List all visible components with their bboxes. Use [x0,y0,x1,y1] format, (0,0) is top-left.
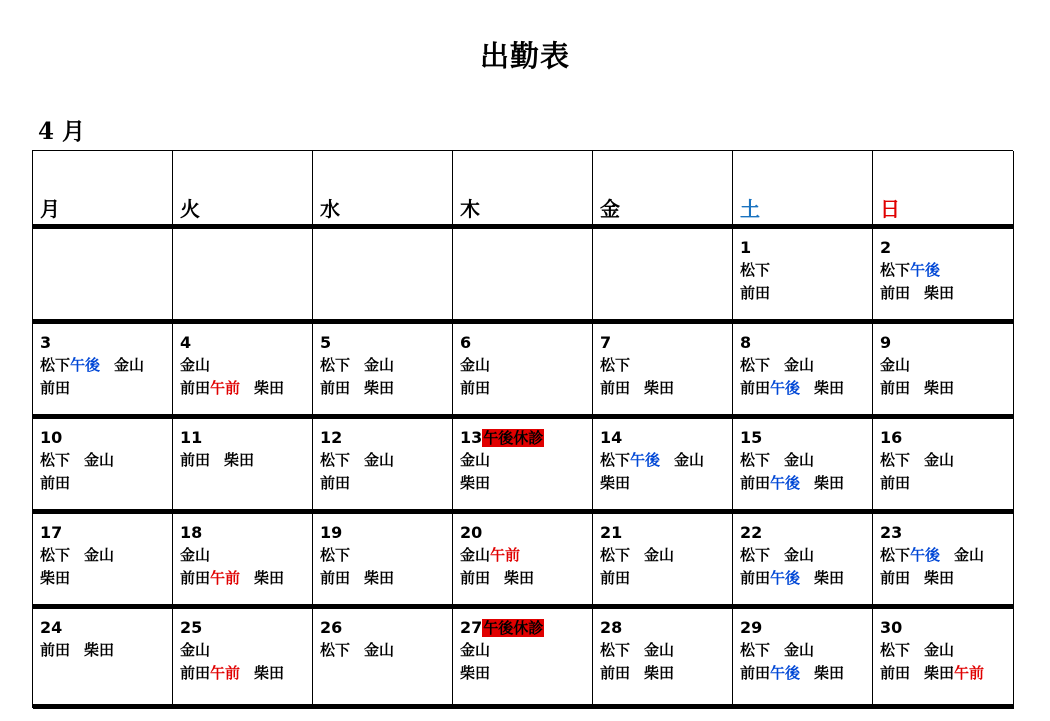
day-number: 4 [180,333,192,352]
staff-name: 柴田 [644,664,675,682]
day-number: 23 [880,523,903,542]
staff-line [460,472,592,495]
staff-line [180,567,312,590]
staff-name: 前田 [320,569,351,587]
staff-name: 柴田 [814,474,845,492]
staff-name: 松下 [320,641,351,659]
staff-name: 松下 [600,356,631,374]
calendar-cell-day-8 [733,324,873,419]
day-number: 18 [180,523,203,542]
staff-line [460,662,592,685]
staff-name: 金山 [644,546,675,564]
staff-name: 柴田 [40,569,71,587]
day-number: 28 [600,618,623,637]
day-header-line [880,426,1013,449]
day-header-line [180,331,312,354]
day-header-line [460,616,592,639]
day-number: 20 [460,523,483,542]
month-label: 4 月 [38,118,86,145]
calendar-cell-day-7 [593,324,733,419]
staff-name: 金山 [784,356,815,374]
staff-line [740,282,872,305]
staff-name: 前田 [880,474,911,492]
staff-name: 松下 [600,546,631,564]
staff-name: 柴田 [644,379,675,397]
staff-name: 柴田 [364,569,395,587]
staff-name: 前田 [880,379,911,397]
staff-line [740,259,872,282]
calendar-cell-day-30 [873,609,1014,709]
weekday-header-thu: 木 [453,151,593,229]
staff-name: 松下 [320,451,351,469]
day-header-line [880,616,1013,639]
page-title: 出勤表 [479,39,570,73]
staff-line [880,662,1013,685]
staff-name: 柴田 [814,664,845,682]
staff-line [740,544,872,567]
staff-line [460,449,592,472]
calendar-cell-day-15 [733,419,873,514]
day-header-line [320,331,452,354]
calendar-cell-empty [593,229,733,324]
day-number: 1 [740,238,752,257]
staff-name: 前田 [740,664,771,682]
staff-name: 前田 [460,569,491,587]
staff-line [600,377,732,400]
am-only-marker: 午前 [954,664,985,682]
staff-name: 前田 [740,284,771,302]
calendar-cell-day-10 [33,419,173,514]
staff-line [600,567,732,590]
day-number: 3 [40,333,52,352]
pm-only-marker: 午後 [770,569,801,587]
day-number: 26 [320,618,343,637]
staff-line [180,662,312,685]
calendar-cell-day-24 [33,609,173,709]
staff-name: 柴田 [224,451,255,469]
day-number: 24 [40,618,63,637]
staff-line [320,567,452,590]
calendar-cell-day-4 [173,324,313,419]
staff-line [320,544,452,567]
staff-line [180,377,312,400]
day-header-line [740,521,872,544]
pm-only-marker: 午後 [910,261,941,279]
day-header-line [600,426,732,449]
calendar-cell-day-13 [453,419,593,514]
staff-line [320,472,452,495]
day-header-line [320,521,452,544]
staff-name: 前田 [180,664,211,682]
staff-name: 柴田 [84,641,115,659]
staff-line [460,544,592,567]
calendar-cell-day-20 [453,514,593,609]
staff-name: 柴田 [364,379,395,397]
staff-line [460,639,592,662]
staff-name: 金山 [114,356,145,374]
weekday-header-sun: 日 [873,151,1014,229]
calendar-cell-day-26 [313,609,453,709]
staff-name: 前田 [180,451,211,469]
day-number: 19 [320,523,343,542]
day-header-line [880,236,1013,259]
calendar-cell-day-9 [873,324,1014,419]
weekday-header-sat: 土 [733,151,873,229]
staff-line [600,472,732,495]
staff-name: 前田 [740,569,771,587]
staff-line [740,472,872,495]
staff-name: 前田 [180,379,211,397]
staff-line [600,449,732,472]
day-header-line [600,521,732,544]
calendar-cell-day-2 [873,229,1014,324]
staff-line [180,449,312,472]
staff-name: 柴田 [504,569,535,587]
staff-name: 前田 [320,379,351,397]
staff-name: 松下 [880,641,911,659]
staff-name: 金山 [674,451,705,469]
staff-name: 前田 [600,379,631,397]
staff-line [880,544,1013,567]
staff-name: 金山 [460,641,491,659]
staff-name: 柴田 [460,474,491,492]
day-number: 27 [460,618,483,637]
staff-name: 松下 [40,356,71,374]
day-number: 12 [320,428,343,447]
day-header-line [40,616,172,639]
staff-line [880,567,1013,590]
staff-name: 前田 [40,641,71,659]
calendar-cell-day-29 [733,609,873,709]
staff-line [180,639,312,662]
calendar-cell-day-5 [313,324,453,419]
staff-name: 松下 [40,546,71,564]
calendar-cell-empty [313,229,453,324]
day-number: 22 [740,523,763,542]
staff-line [320,449,452,472]
day-number: 11 [180,428,203,447]
day-number: 2 [880,238,892,257]
staff-name: 金山 [84,451,115,469]
calendar-cell-day-11 [173,419,313,514]
calendar-cell-day-6 [453,324,593,419]
staff-line [740,567,872,590]
staff-name: 柴田 [924,664,955,682]
staff-name: 柴田 [924,379,955,397]
staff-line [40,449,172,472]
staff-name: 前田 [320,474,351,492]
staff-name: 柴田 [460,664,491,682]
staff-name: 前田 [180,569,211,587]
day-number: 6 [460,333,472,352]
day-number: 25 [180,618,203,637]
staff-name: 松下 [320,356,351,374]
staff-line [40,567,172,590]
day-number: 7 [600,333,612,352]
staff-name: 前田 [40,379,71,397]
staff-line [740,639,872,662]
staff-line [40,377,172,400]
calendar-cell-day-16 [873,419,1014,514]
weekday-header-fri: 金 [593,151,733,229]
staff-name: 金山 [880,356,911,374]
day-header-line [180,616,312,639]
staff-name: 金山 [784,641,815,659]
staff-line [740,449,872,472]
staff-name: 柴田 [924,284,955,302]
staff-name: 松下 [880,451,911,469]
staff-name: 金山 [954,546,985,564]
staff-name: 柴田 [254,664,285,682]
staff-name: 松下 [600,451,631,469]
staff-name: 金山 [460,451,491,469]
day-header-line [320,426,452,449]
calendar-cell-day-1 [733,229,873,324]
am-only-marker: 午前 [490,546,521,564]
staff-line [460,354,592,377]
calendar-cell-day-3 [33,324,173,419]
pm-only-marker: 午後 [630,451,661,469]
day-number: 13 [460,428,483,447]
staff-name: 金山 [180,641,211,659]
staff-name: 松下 [740,261,771,279]
day-header-line [460,521,592,544]
staff-name: 前田 [740,379,771,397]
day-header-line [740,236,872,259]
day-header-line [40,331,172,354]
day-header-line [320,616,452,639]
staff-line [880,354,1013,377]
calendar-cell-day-27 [453,609,593,709]
staff-line [180,354,312,377]
staff-line [40,472,172,495]
calendar-cell-day-23 [873,514,1014,609]
day-header-line [40,426,172,449]
calendar-cell-day-14 [593,419,733,514]
staff-name: 柴田 [254,569,285,587]
staff-name: 松下 [740,451,771,469]
staff-name: 金山 [924,451,955,469]
staff-name: 金山 [180,356,211,374]
staff-name: 松下 [600,641,631,659]
staff-line [740,354,872,377]
staff-name: 金山 [84,546,115,564]
day-header-line [600,616,732,639]
day-number: 21 [600,523,623,542]
calendar-cell-day-22 [733,514,873,609]
staff-name: 松下 [740,641,771,659]
weekday-header-wed: 水 [313,151,453,229]
staff-line [880,639,1013,662]
calendar-cell-day-28 [593,609,733,709]
staff-name: 柴田 [814,379,845,397]
staff-line [460,377,592,400]
day-header-line [740,426,872,449]
staff-line [180,544,312,567]
staff-line [40,544,172,567]
staff-line [880,282,1013,305]
staff-line [600,354,732,377]
staff-name: 柴田 [600,474,631,492]
day-header-line [880,521,1013,544]
calendar-cell-day-25 [173,609,313,709]
day-header-line [740,331,872,354]
staff-name: 金山 [924,641,955,659]
staff-line [600,662,732,685]
calendar-cell-day-17 [33,514,173,609]
staff-name: 金山 [460,546,491,564]
staff-name: 松下 [880,546,911,564]
day-number: 8 [740,333,752,352]
day-header-line [880,331,1013,354]
day-header-line [600,331,732,354]
closed-afternoon-badge: 午後休診 [483,429,544,447]
pm-only-marker: 午後 [770,664,801,682]
staff-name: 金山 [180,546,211,564]
staff-name: 松下 [740,546,771,564]
staff-name: 金山 [364,356,395,374]
staff-name: 前田 [600,569,631,587]
staff-name: 柴田 [924,569,955,587]
staff-line [880,259,1013,282]
calendar-cell-day-18 [173,514,313,609]
calendar-cell-empty [453,229,593,324]
weekday-header-mon: 月 [33,151,173,229]
staff-name: 金山 [364,641,395,659]
am-only-marker: 午前 [210,569,241,587]
staff-name: 前田 [740,474,771,492]
pm-only-marker: 午後 [770,379,801,397]
staff-line [880,449,1013,472]
staff-name: 前田 [880,664,911,682]
staff-name: 前田 [880,284,911,302]
staff-name: 松下 [320,546,351,564]
staff-name: 金山 [644,641,675,659]
staff-name: 柴田 [814,569,845,587]
staff-line [320,354,452,377]
staff-name: 金山 [784,451,815,469]
day-number: 15 [740,428,763,447]
staff-line [320,639,452,662]
staff-name: 前田 [600,664,631,682]
staff-line [600,544,732,567]
staff-line [460,567,592,590]
staff-name: 松下 [880,261,911,279]
day-header-line [40,521,172,544]
pm-only-marker: 午後 [770,474,801,492]
am-only-marker: 午前 [210,379,241,397]
staff-line [600,639,732,662]
staff-name: 前田 [460,379,491,397]
staff-name: 金山 [460,356,491,374]
staff-name: 松下 [740,356,771,374]
attendance-calendar [32,150,1013,708]
staff-name: 金山 [364,451,395,469]
staff-name: 柴田 [254,379,285,397]
staff-line [40,639,172,662]
day-number: 30 [880,618,903,637]
calendar-cell-day-12 [313,419,453,514]
staff-name: 松下 [40,451,71,469]
day-number: 29 [740,618,763,637]
staff-line [880,377,1013,400]
day-number: 10 [40,428,63,447]
day-number: 5 [320,333,332,352]
closed-afternoon-badge: 午後休診 [483,619,544,637]
staff-line [40,354,172,377]
am-only-marker: 午前 [210,664,241,682]
staff-name: 前田 [40,474,71,492]
day-number: 17 [40,523,63,542]
day-header-line [460,426,592,449]
day-header-line [740,616,872,639]
pm-only-marker: 午後 [70,356,101,374]
staff-name: 前田 [880,569,911,587]
staff-line [740,662,872,685]
pm-only-marker: 午後 [910,546,941,564]
staff-name: 金山 [784,546,815,564]
day-header-line [460,331,592,354]
calendar-cell-day-21 [593,514,733,609]
day-number: 14 [600,428,623,447]
calendar-cell-empty [33,229,173,324]
staff-line [880,472,1013,495]
weekday-header-tue: 火 [173,151,313,229]
day-number: 16 [880,428,903,447]
day-number: 9 [880,333,892,352]
day-header-line [180,521,312,544]
calendar-cell-empty [173,229,313,324]
day-header-line [180,426,312,449]
staff-line [740,377,872,400]
calendar-cell-day-19 [313,514,453,609]
staff-line [320,377,452,400]
